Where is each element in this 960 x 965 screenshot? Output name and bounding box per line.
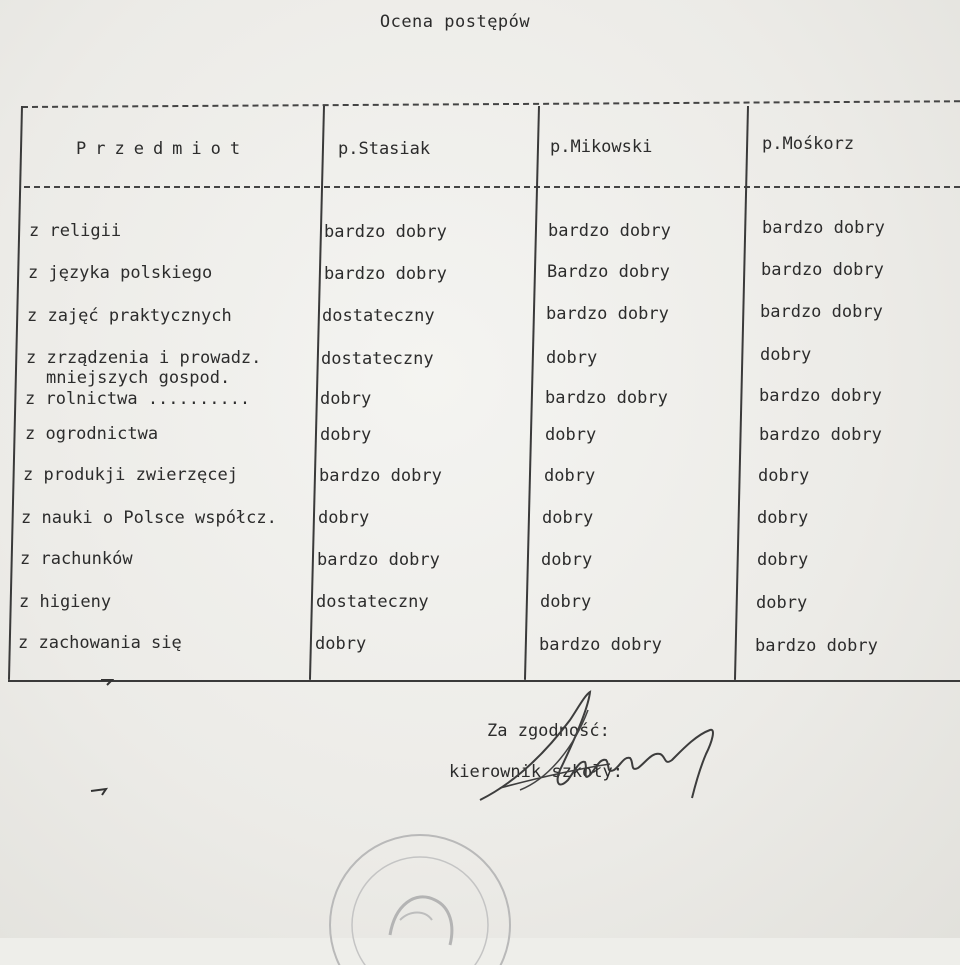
subject-cell: z religii	[29, 221, 122, 241]
grade-mikowski: bardzo dobry	[548, 221, 671, 241]
grade-moskorz: dobry	[756, 593, 808, 613]
grade-stasiak: dobry	[320, 389, 372, 409]
grade-moskorz: dobry	[760, 345, 812, 365]
grade-stasiak: bardzo dobry	[319, 466, 442, 486]
grade-mikowski: dobry	[545, 425, 597, 445]
grade-mikowski: dobry	[546, 348, 598, 368]
stray-ink-mark	[90, 785, 110, 797]
grade-mikowski: Bardzo dobry	[547, 262, 670, 282]
grade-mikowski: dobry	[542, 508, 594, 528]
grade-moskorz: bardzo dobry	[759, 386, 882, 406]
grade-stasiak: dobry	[315, 634, 367, 654]
grade-moskorz: bardzo dobry	[760, 302, 883, 322]
subject-cell: z rachunków	[20, 549, 133, 569]
grade-stasiak: dobry	[318, 508, 370, 528]
header-moskorz: p.Mośkorz	[762, 134, 855, 154]
subject-cell: z higieny	[19, 592, 112, 612]
subject-cell-line2: mniejszych gospod.	[46, 368, 231, 388]
subject-cell: z rolnictwa ..........	[25, 389, 251, 409]
grade-moskorz: dobry	[758, 466, 810, 486]
table-bottom-rule	[8, 680, 960, 682]
stray-ink-mark	[100, 674, 114, 686]
table-top-rule	[22, 100, 960, 108]
grade-moskorz: dobry	[757, 508, 809, 528]
handwritten-signature	[460, 690, 730, 820]
grade-moskorz: bardzo dobry	[755, 636, 878, 656]
headmaster-label: kierownik szkoły:	[449, 762, 623, 782]
grade-stasiak: bardzo dobry	[324, 222, 447, 242]
grade-stasiak: dostateczny	[316, 592, 429, 612]
grade-stasiak: dostateczny	[321, 349, 434, 369]
grade-moskorz: bardzo dobry	[761, 260, 884, 280]
subject-cell: z ogrodnictwa	[25, 424, 159, 444]
page-title: Ocena postępów	[379, 12, 531, 32]
official-stamp	[320, 815, 520, 965]
header-mikowski: p.Mikowski	[550, 137, 653, 157]
grade-stasiak: bardzo dobry	[324, 264, 447, 284]
certification-label: Za zgodność:	[487, 721, 610, 741]
subject-cell: z produkji zwierzęcej	[23, 465, 238, 485]
subject-cell: z języka polskiego	[28, 263, 213, 283]
column-divider-3	[734, 106, 749, 680]
grade-mikowski: dobry	[544, 466, 596, 486]
grade-stasiak: dostateczny	[322, 306, 435, 326]
subject-cell: z zrządzenia i prowadz.	[26, 348, 262, 368]
table-header-rule	[24, 186, 960, 188]
subject-cell: z nauki o Polsce współcz.	[21, 508, 277, 528]
grade-mikowski: bardzo dobry	[539, 635, 662, 655]
grade-mikowski: bardzo dobry	[545, 388, 668, 408]
header-stasiak: p.Stasiak	[338, 139, 431, 159]
grade-stasiak: dobry	[320, 425, 372, 445]
grade-moskorz: dobry	[757, 550, 809, 570]
grade-stasiak: bardzo dobry	[317, 550, 440, 570]
grade-mikowski: dobry	[541, 550, 593, 570]
subject-cell: z zajęć praktycznych	[27, 306, 232, 326]
grade-mikowski: bardzo dobry	[546, 304, 669, 324]
grade-mikowski: dobry	[540, 592, 592, 612]
grade-moskorz: bardzo dobry	[759, 425, 882, 445]
grade-moskorz: bardzo dobry	[762, 218, 885, 238]
column-divider-2	[524, 106, 540, 680]
subject-cell: z zachowania się	[18, 633, 182, 653]
header-subject: Przedmiot	[76, 139, 250, 159]
